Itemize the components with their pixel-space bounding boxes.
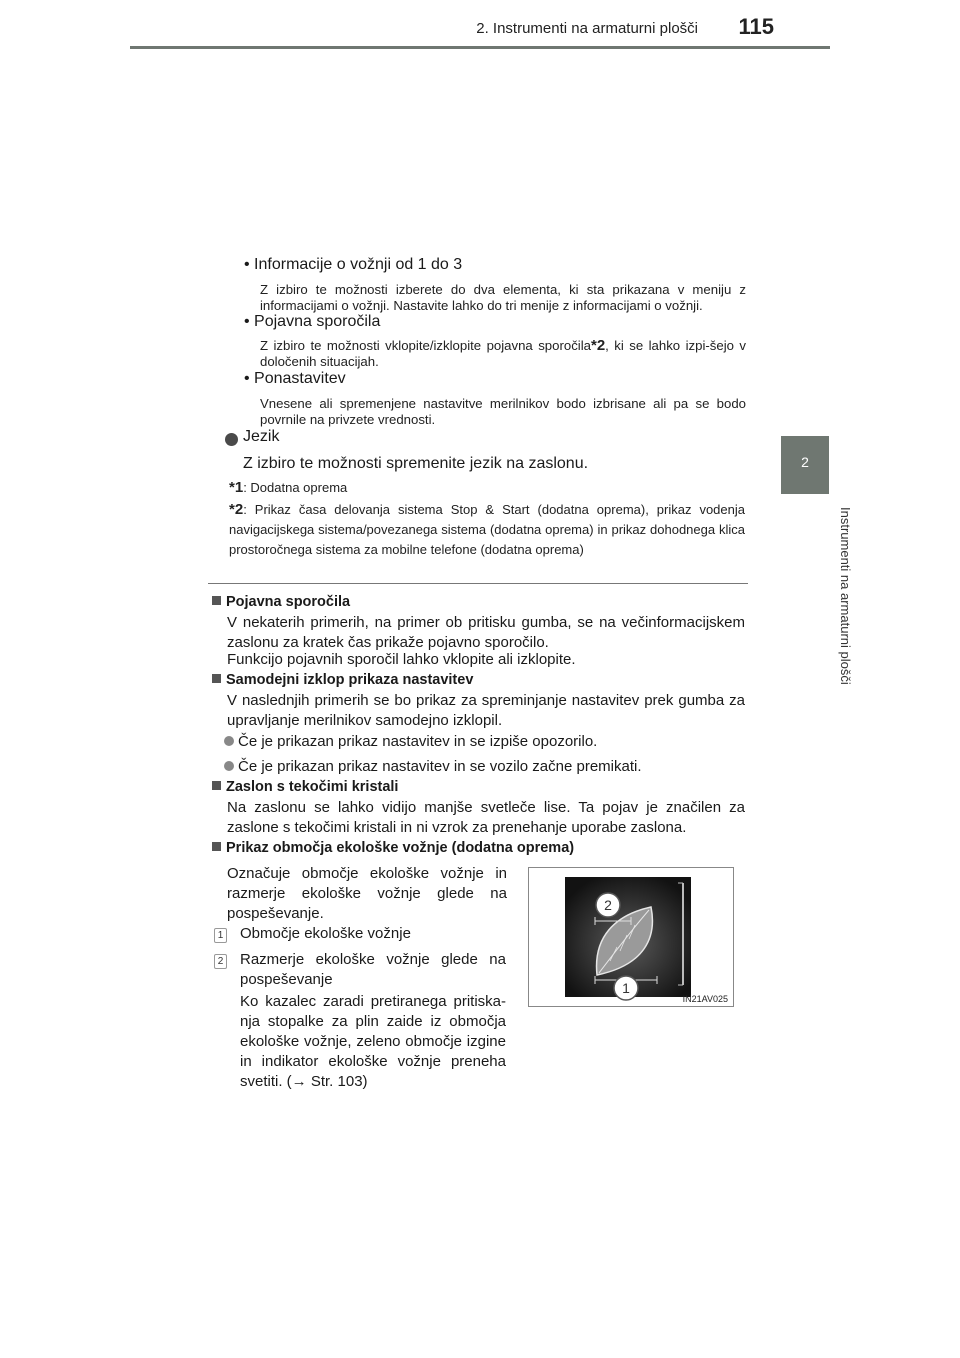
list-item-samodejni-2: Če je prikazan prikaz nastavitev in se vozilo začne premikati.: [224, 757, 642, 777]
callout-number-2: 2: [214, 954, 227, 969]
bullet-dot-icon: [225, 433, 238, 446]
callout-2-icon: [593, 890, 623, 920]
bullet-title-informacije: • Informacije o vožnji od 1 do 3: [244, 256, 463, 273]
jezik-desc: Z izbiro te možnosti spremenite jezik na zaslonu.: [243, 455, 589, 472]
eco-item-1: [214, 924, 227, 944]
heading-zaslon: Zaslon s tekočimi kristali: [212, 779, 398, 795]
heading-prikaz-obmocja: Prikaz območja ekološke vožnje (dodatna oprema): [212, 840, 574, 856]
header-rule: [130, 46, 830, 49]
callout-number-1: 1: [214, 928, 227, 943]
chapter-number: 2: [801, 454, 809, 470]
callout-2-text: 2: [604, 897, 612, 913]
section-divider: [208, 583, 748, 584]
running-header-section: 2. Instrumenti na armaturni plošči: [476, 20, 698, 37]
text-pojavna-1: V nekaterih primerih, na primer ob pritisku gumba, se na večinformacijskem zaslonu za kratek čas prikaže pojavno sporočilo.: [227, 614, 745, 651]
heading-samodejni-izklop: Samodejni izklop prikaza nastavitev: [212, 672, 473, 688]
eco-item-2: [214, 950, 227, 970]
callout-1-icon: [611, 973, 641, 1003]
figure-code: IN21AV025: [682, 994, 728, 1004]
chapter-tab-label: Instrumenti na armaturni plošči: [838, 507, 853, 685]
text-pojavna-2: Funkcijo pojavnih sporočil lahko vklopite ali izklopite.: [227, 651, 576, 668]
square-bullet-icon: [212, 596, 221, 605]
square-bullet-icon: [212, 781, 221, 790]
eco-item-1-text: Območje ekološke vožnje: [240, 925, 411, 942]
footnote-2: *2: Prikaz časa delovanja sistema Stop & Start (dodatna oprema), prikaz vodenja navigacijskega sistema/povezanega sistema (dodatna oprema) in prikaz dohodnega klica prostoročnega sistema za mobilne telefone (dodatna oprema): [229, 501, 745, 557]
text-eco-intro: Označuje območje ekološke vožnje in razmerje ekološke vožnje glede na pospeševanje.: [227, 865, 507, 922]
bullet-title-ponastavitev: • Ponastavitev: [244, 370, 346, 387]
bullet-desc-pojavna: Z izbiro te možnosti vklopite/izklopite pojavna sporočila*2, ki se lahko izpi-šejo v določenih situacijah.: [260, 337, 746, 369]
text-samodejni: V naslednjih primerih se bo prikaz za spreminjanje nastavitev prek gumba za upravljanje merilnikov samodejno izklopil.: [227, 692, 745, 729]
chapter-tab[interactable]: [781, 436, 829, 494]
text-zaslon: Na zaslonu se lahko vidijo manjše svetleče lise. Ta pojav je značilen za zaslone s tekočimi kristali in ni vzrok za prenehanje uporabe zaslona.: [227, 799, 745, 836]
jezik-title: Jezik: [243, 428, 280, 445]
bullet-title-pojavna: • Pojavna sporočila: [244, 313, 381, 330]
square-bullet-icon: [212, 842, 221, 851]
eco-note: Ko kazalec zaradi pretiranega pritiska-nja stopalke za plin zaide iz območja ekološke vožnje, zeleno območje izgine in indikator ekološke vožnje preneha svetiti. (→ Str. 103): [240, 993, 506, 1090]
footnote-1: *1: Dodatna oprema: [229, 479, 348, 496]
page-number: 115: [738, 14, 774, 39]
callout-1-text: 1: [622, 980, 630, 996]
eco-item-2-text: Razmerje ekološke vožnje glede na pospeševanje: [240, 951, 506, 988]
eco-zone-figure: [528, 867, 734, 1007]
bullet-desc-informacije: Z izbiro te možnosti izberete do dva elementa, ki sta prikazana v meniju z informacijami o vožnji. Nastavite lahko do tri menije z informacijami o vožnji.: [260, 282, 746, 313]
dot-bullet-icon: [224, 761, 234, 771]
dot-bullet-icon: [224, 736, 234, 746]
list-item-samodejni-1: Če je prikazan prikaz nastavitev in se izpiše opozorilo.: [224, 732, 597, 752]
square-bullet-icon: [212, 674, 221, 683]
bullet-desc-ponastavitev: Vnesene ali spremenjene nastavitve merilnikov bodo izbrisane ali pa se bodo povrnile na privzete vrednosti.: [260, 396, 746, 427]
heading-pojavna-sporocila: Pojavna sporočila: [212, 594, 350, 610]
